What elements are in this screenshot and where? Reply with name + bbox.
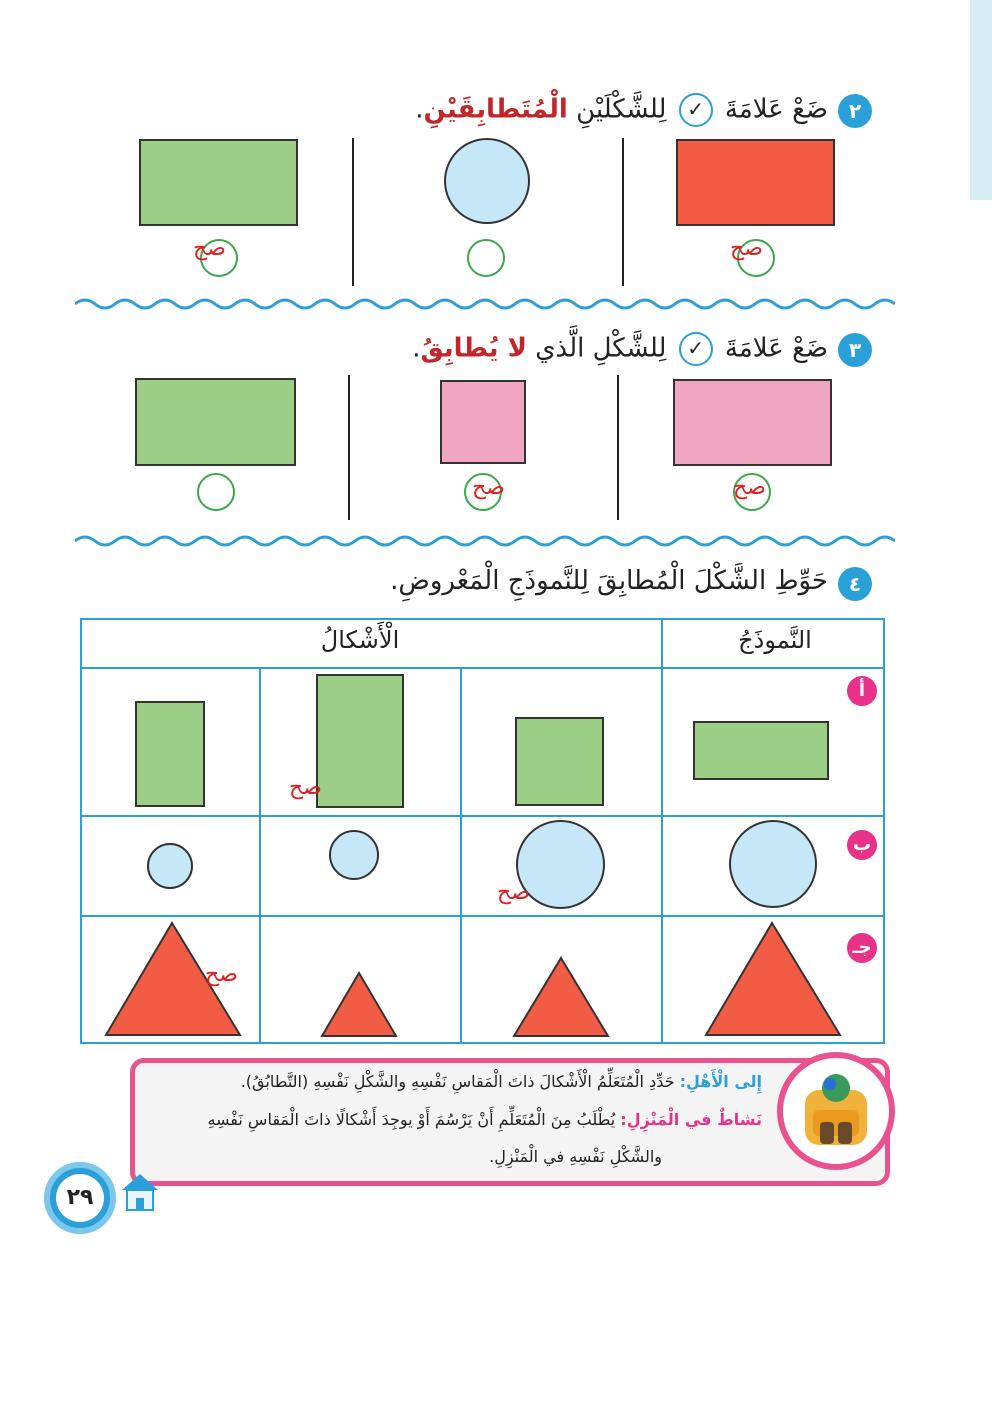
- option-a-square[interactable]: [515, 717, 604, 806]
- q2-answer-mark-1: صح: [193, 236, 226, 261]
- q3-divider-2: [617, 375, 619, 520]
- q2-answer-mark-3: صح: [730, 236, 763, 261]
- q3-prefix: ضَعْ عَلامَةَ: [724, 333, 828, 364]
- table-row-line-2: [80, 915, 885, 917]
- q3-green-rectangle[interactable]: [135, 378, 296, 466]
- q2-divider-2: [622, 138, 624, 286]
- option-c-medium-triangle[interactable]: [510, 955, 612, 1040]
- question-2-text: [415, 93, 828, 127]
- option-b-answer-mark: صح: [497, 880, 530, 905]
- question-3-number: ٣: [838, 333, 872, 367]
- option-b-medium-circle[interactable]: [329, 830, 379, 880]
- page-number-badge: [44, 1162, 116, 1234]
- table-col-divider-1: [460, 667, 462, 1044]
- home-label: نَشاطٌ في الْمَنْزِلِ:: [620, 1110, 762, 1129]
- parents-label: إِلى الْأَهْلِ:: [679, 1072, 762, 1091]
- parents-note-line: [241, 1072, 762, 1091]
- model-rectangle: [693, 721, 829, 780]
- question-2-number: ٢: [838, 94, 872, 128]
- option-a-answer-mark: صح: [289, 775, 322, 800]
- q3-pink-square[interactable]: [440, 380, 526, 464]
- model-circle: [729, 820, 817, 908]
- option-b-small-circle[interactable]: [147, 843, 193, 889]
- q2-green-rectangle[interactable]: [139, 139, 298, 226]
- q2-prefix: ضَعْ عَلامَةَ: [724, 94, 828, 125]
- q3-answer-circle-1[interactable]: [197, 473, 235, 511]
- question-4-number: ٤: [838, 567, 872, 601]
- option-a-tall-rectangle[interactable]: [316, 674, 404, 808]
- q2-red-rectangle[interactable]: [676, 139, 835, 226]
- wave-divider-2: [75, 533, 895, 549]
- q2-suffix: .: [415, 94, 424, 125]
- row-label-c: جـ: [847, 933, 877, 963]
- q3-highlight: لا يُطابِقُ: [420, 333, 527, 364]
- q3-pink-rectangle[interactable]: [673, 379, 832, 466]
- house-icon: [118, 1170, 162, 1214]
- q3-answer-mark-2: صح: [472, 475, 505, 500]
- question-3-text: [412, 332, 828, 366]
- header-shapes: الْأَشْكالُ: [320, 626, 400, 654]
- option-c-answer-mark: صح: [205, 962, 238, 987]
- backpack-icon: [775, 1050, 897, 1172]
- home-text: يُطْلَبُ مِنَ الْمُتَعَلِّمِ أَنْ يَرْسُمَ أَوْ يوجِدَ أَشْكالًا ذاتَ الْمَقاسِ نَفْسِهِ: [207, 1110, 616, 1129]
- table-model-divider: [661, 618, 663, 1044]
- q3-answer-mark-3: صح: [733, 475, 766, 500]
- wave-divider-1: [75, 296, 895, 312]
- q2-highlight: الْمُتَطابِقَيْنِ: [423, 94, 568, 125]
- home-activity-line: [207, 1110, 762, 1129]
- page-edge-tab: [970, 0, 992, 200]
- row-label-a: أ: [847, 676, 877, 706]
- table-header-line: [80, 667, 885, 669]
- option-c-small-triangle[interactable]: [318, 970, 400, 1040]
- checkmark-icon: ✓: [679, 93, 713, 127]
- page-number: ٢٩: [56, 1174, 104, 1222]
- header-model: النَّموذَجُ: [738, 626, 812, 654]
- q3-main: لِلشَّكْلِ الَّذي: [535, 333, 667, 364]
- row-label-b: ب: [847, 830, 877, 860]
- q3-divider-1: [348, 375, 350, 520]
- model-triangle: [700, 920, 845, 1040]
- home-activity-line-2: والشَّكْلِ نَفْسِهِ في الْمَنْزِلِ.: [489, 1147, 662, 1166]
- checkmark-icon: ✓: [679, 332, 713, 366]
- q2-divider-1: [352, 138, 354, 286]
- option-a-narrow-rectangle[interactable]: [135, 701, 205, 807]
- q3-suffix: .: [412, 333, 421, 364]
- table-row-line-1: [80, 815, 885, 817]
- question-4-text: حَوِّطِ الشَّكْلَ الْمُطابِقَ لِلنَّموذَجِ الْمَعْروضِ.: [390, 566, 828, 596]
- parents-text: حَدِّدِ الْمُتَعَلِّمُ الْأَشْكالَ ذاتَ الْمَقاسِ نَفْسِهِ والشَّكْلِ نَفْسِهِ (التَّطابُقُ).: [240, 1072, 675, 1091]
- q2-answer-circle-2[interactable]: [467, 239, 505, 277]
- table-col-divider-2: [259, 667, 261, 1044]
- q2-main: لِلشَّكْلَيْنِ: [576, 94, 667, 125]
- q2-blue-circle[interactable]: [444, 138, 530, 224]
